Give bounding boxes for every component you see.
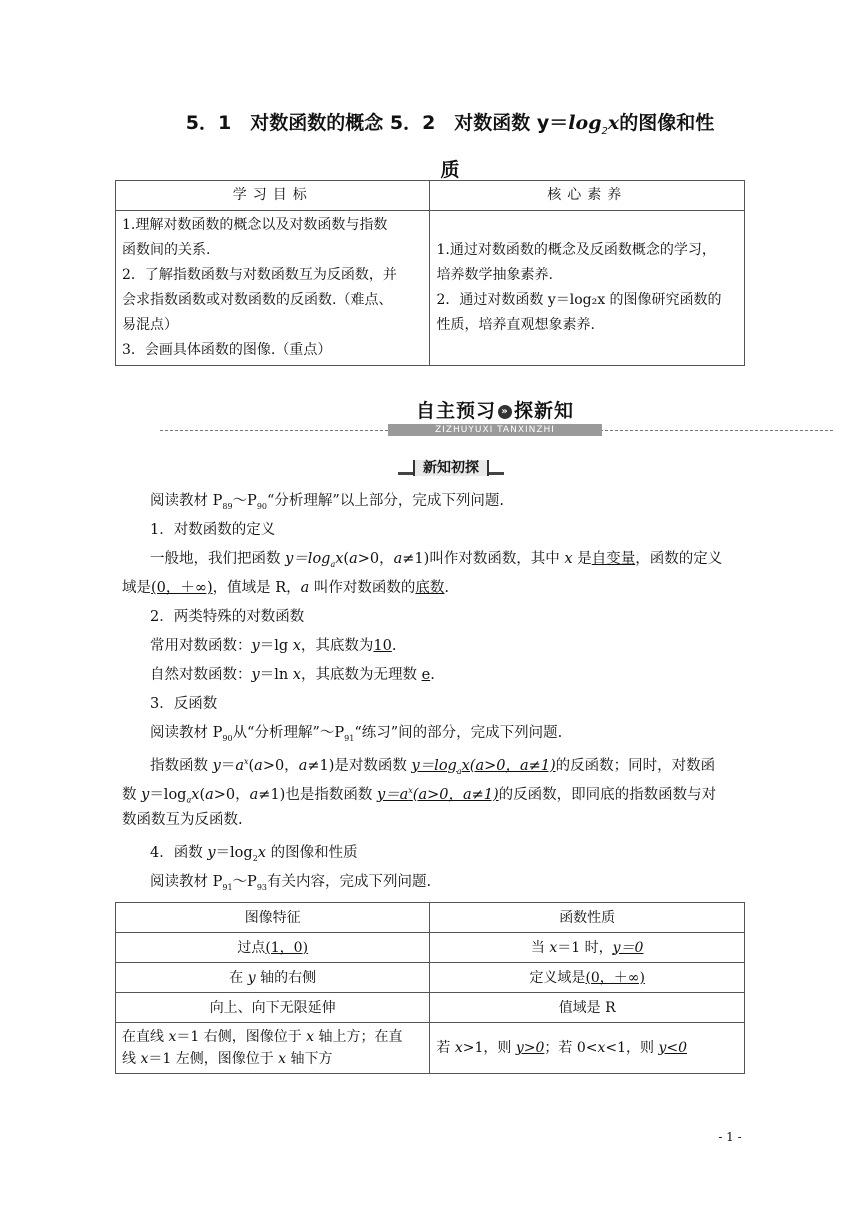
goal-line: 会求指数函数或对数函数的反函数.（难点、 [122,292,393,308]
section-label-text: 新知初探 [413,460,489,476]
literacy-line: 2．通过对数函数 y＝log₂x 的图像研究函数的 [436,292,722,308]
title-line-1: 5．1 对数函数的概念 5．2 对数函数 $y=\log_2x$的图像和性 [185,112,715,137]
answer-blank: e [421,667,431,683]
table-cell: 在 y 轴的右侧 [116,963,430,993]
goal-line: 3．会画具体函数的图像.（重点） [122,342,332,358]
goal-line: 易混点） [122,317,178,333]
heading: 2．两类特殊的对数函数 [150,609,305,625]
table-cell: 若 x>1，则 y>0；若 0<x<1，则 y<0 [430,1023,745,1074]
paragraph: 一般地，我们把函数 $y=\log_ax(a>0$，a≠1)叫作对数函数，其中 x 是自变量，函数的定义 [150,551,723,569]
answer-blank: 底数 [415,580,445,596]
page-title [150,104,750,189]
literacy-cell [430,211,745,366]
props-header-right: 函数性质 [430,903,745,933]
answer-blank: $y=a^x(a>0$，a≠1) [376,786,499,803]
paragraph: 数函数互为反函数. [122,812,243,828]
heading: 3．反函数 [150,696,218,712]
banner-title: 自主预习 » 探新知 [415,400,575,422]
paragraph: 指数函数 $y=a^x(a>0$，a≠1)是对数函数 $y=\log_ax(a>0$，a≠1)的反函数；同时，对数函 [150,757,716,776]
table-cell: 过点(1，0) [116,933,430,963]
answer-blank: y>0 [515,1040,545,1056]
heading: 4．函数 $y=\log_2x$ 的图像和性质 [150,845,358,863]
answer-blank: (0，＋∞) [151,580,213,596]
section-label [398,458,504,478]
literacy-header: 核心素养 [430,181,745,211]
goals-cell [116,211,430,366]
goals-table [115,180,745,366]
goal-line: 2．了解指数函数与对数函数互为反函数，并 [122,267,397,283]
goals-header: 学习目标 [116,181,430,211]
title-func: log [568,112,602,134]
table-cell: 在直线 x＝1 右侧，图像位于 x 轴上方；在直 线 x＝1 左侧，图像位于 x 轴下方 [116,1023,430,1074]
table-cell: 值域是 R [430,993,745,1023]
paragraph: 数 $y=\log_ax(a>0$，a≠1)也是指数函数 $y=a^x(a>0$，a≠1)的反函数，即同底的指数函数与对 [122,786,717,805]
section-banner [388,398,602,436]
answer-blank: 自变量 [591,551,636,567]
paragraph: 阅读教材 $P_{91}\sim P_{93}$有关内容，完成下列问题. [150,874,432,892]
banner-pinyin: ZIZHUYUXI TANXINZHI [388,424,602,436]
paragraph: 阅读教材 $P_{89}\sim P_{90}“$分析理解”以上部分，完成下列问题. [150,493,504,511]
answer-blank: $y=\log_ax(a>0$，a≠1) [411,757,556,776]
paragraph: 自然对数函数：y＝ln x，其底数为无理数 e. [150,667,435,683]
heading: 1．对数函数的定义 [150,522,276,538]
table-cell: 向上、向下无限延伸 [116,993,430,1023]
answer-blank: y<0 [658,1040,688,1056]
title-line-2: 质 [440,158,460,181]
paragraph: 阅读教材 $P_{90}$从“分析理解$”\sim P_{91}“$练习”间的部分，完成下列问题. [150,725,563,743]
table-cell: 当 x＝1 时，y＝0 [430,933,745,963]
answer-blank: (1，0) [265,939,309,956]
literacy-line: 培养数学抽象素养. [436,267,553,283]
properties-table [115,902,745,1074]
answer-blank: 10 [373,638,392,654]
answer-blank: y＝0 [612,939,644,956]
literacy-line: 1.通过对数函数的概念及反函数概念的学习， [436,242,716,258]
paragraph: 域是(0，＋∞)，值域是 R，a 叫作对数函数的底数. [122,580,450,596]
table-cell: 定义域是(0，＋∞) [430,963,745,993]
goal-line: 函数间的关系. [122,242,211,258]
double-arrow-icon: » [498,405,512,419]
title-var: x [607,112,620,134]
props-header-left: 图像特征 [116,903,430,933]
page-number: - 1 - [718,1130,742,1144]
paragraph: 常用对数函数：y＝lg x，其底数为10. [150,638,397,654]
answer-blank: (0，＋∞) [585,969,645,986]
title-base: 2 [601,125,608,137]
goal-line: 1.理解对数函数的概念以及对数函数与指数 [122,217,388,233]
literacy-line: 性质，培养直观想象素养. [436,317,595,333]
